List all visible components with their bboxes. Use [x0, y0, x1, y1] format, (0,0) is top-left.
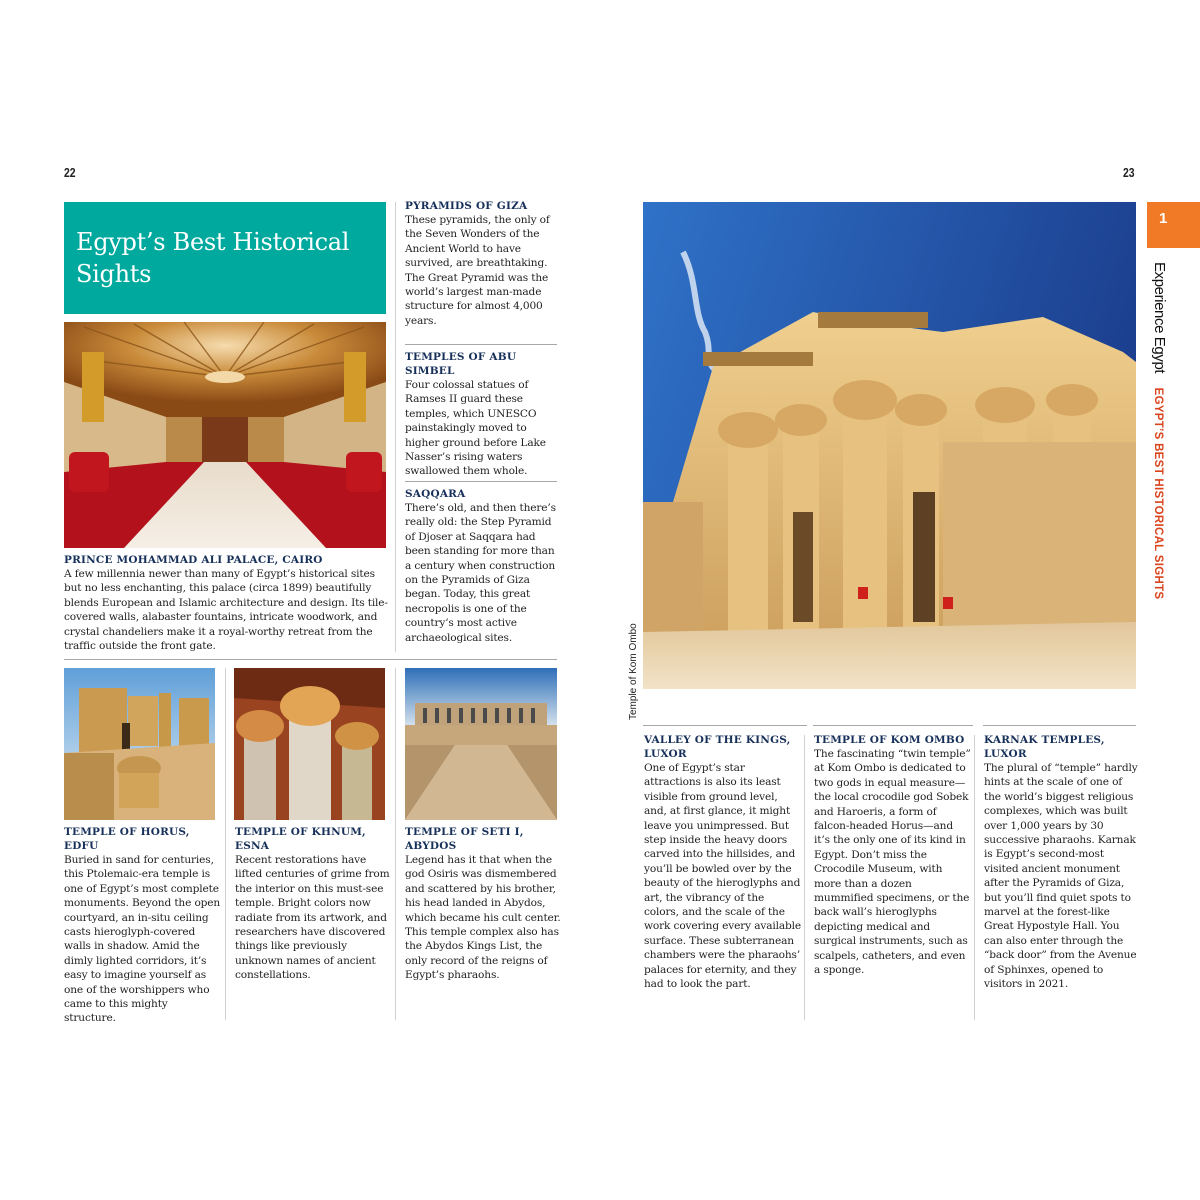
entry-heading: TEMPLES OF ABU SIMBEL — [405, 351, 517, 377]
entry-divider — [405, 481, 557, 482]
entry-body: Recent restorations have lifted centuries of grime from the interior on this must-see temple. Bright colors now radiate from its artwork, and researchers have discovered things like previously unknown names of ancient constellations. — [235, 854, 390, 982]
temple-of-khnum-photo — [234, 668, 385, 820]
entry-divider — [983, 725, 1136, 726]
right-entry — [814, 733, 972, 978]
palace-interior-photo — [64, 322, 386, 548]
bottom-entry — [64, 825, 222, 1026]
section-title: EGYPT’S BEST HISTORICAL SIGHTS — [1152, 387, 1164, 600]
entry-body: Buried in sand for centuries, this Ptolemaic-era temple is one of Egypt’s most complete monuments. Beyond the open courtyard, an in-situ ceiling casts hieroglyph-covered walls in shadow. Amid the dimly lighted corridors, it’s easy to imagine yourself as one of the worshippers who came to this mighty structure. — [64, 854, 221, 1025]
entry-heading: TEMPLE OF SETI I, ABYDOS — [405, 826, 524, 852]
entry-divider — [813, 725, 973, 726]
temple-of-seti-photo — [405, 668, 557, 820]
entry-body: One of Egypt’s star attractions is also its least visible from ground level, and, at first glance, it might leave you unimpressed. But step inside the heavy doors carved into the hillsides, and you’ll be bowled over by the beauty of the hieroglyphs and art, the vibrancy of the colors, and the scale of the work covering every available surface. These subterranean chambers were the pharaohs’ palaces for eternity, and they had to look the part. — [644, 762, 802, 991]
column-divider — [225, 668, 226, 1020]
entry-heading: SAQQARA — [405, 488, 466, 500]
bottom-entry — [405, 825, 563, 983]
section-title-box — [64, 202, 386, 314]
entry-heading: TEMPLE OF HORUS, EDFU — [64, 826, 190, 852]
column-divider — [395, 668, 396, 1020]
section-divider — [64, 659, 557, 660]
sidebar-entry — [405, 199, 563, 328]
chapter-title: Experience Egypt — [1151, 262, 1168, 374]
temple-of-horus-photo — [64, 668, 215, 820]
entry-divider — [405, 344, 557, 345]
entry-heading: VALLEY OF THE KINGS, LUXOR — [644, 734, 791, 760]
entry-heading: TEMPLE OF KOM OMBO — [814, 734, 965, 746]
sidebar-entry — [405, 350, 563, 479]
entry-heading: PYRAMIDS OF GIZA — [405, 200, 528, 212]
entry-body: These pyramids, the only of the Seven Wonders of the Ancient World to have survived, are breathtaking. The Great Pyramid was the world’s largest man-made structure for almost 4,000 years. — [405, 214, 550, 327]
entry-heading: KARNAK TEMPLES, LUXOR — [984, 734, 1105, 760]
page-number-left: 22 — [64, 165, 76, 180]
entry-body: The plural of “temple” hardly hints at the scale of one of the world’s biggest religious complexes, which was built over 1,000 years by 30 successive pharaohs. Karnak is Egypt’s second-most visited ancient monument after the Pyramids of Giza, but you’ll find quiet spots to marvel at the forest-like Great Hypostyle Hall. You can also enter through the “back door” from the Avenue of Sphinxes, opened to visitors in 2021. — [984, 762, 1138, 991]
feature-entry — [64, 553, 394, 653]
right-entry — [984, 733, 1140, 992]
entry-body: A few millennia newer than many of Egypt’s historical sites but no less enchanting, this palace (circa 1899) beautifully blends European and Islamic architecture and design. Its tile-covered walls, alabaster fountains, intricate woodwork, and crystal chandeliers make it a royal-worthy retreat from the traffic outside the front gate. — [64, 568, 388, 653]
entry-body: Four colossal statues of Ramses II guard these temples, which UNESCO painstakingly moved to higher ground before Lake Nasser’s rising waters swallowed them whole. — [405, 379, 546, 478]
kom-ombo-temple-photo — [643, 202, 1136, 689]
column-divider — [804, 735, 805, 1020]
entry-body: Legend has it that when the god Osiris was dismembered and scattered by his brother, his head landed in Abydos, which became his cult center. This temple complex also has the Abydos Kings List, the only record of the reigns of Egypt’s pharaohs. — [405, 854, 561, 982]
entry-body: There’s old, and then there’s really old: the Step Pyramid of Djoser at Saqqara had been standing for more than a century when construction on the Pyramids of Giza began. Today, this great necropolis is one of the country’s most active archaeological sites. — [405, 502, 556, 644]
column-divider — [395, 202, 396, 652]
sidebar-entry — [405, 487, 563, 645]
page-number-right: 23 — [1123, 165, 1135, 180]
bottom-entry — [235, 825, 393, 983]
page-title: Egypt’s Best Historical Sights — [76, 228, 350, 288]
entry-body: The fascinating “twin temple” at Kom Ombo is dedicated to two gods in equal measure—the local crocodile god Sobek and Haroeris, a form of falcon-headed Horus—and it’s the only one of its kind in Egypt. Don’t miss the Crocodile Museum, with more than a dozen mummified specimens, or the back wall’s hieroglyphs depicting medical and surgical instruments, such as scalpels, catheters, and even a sponge. — [814, 748, 971, 977]
column-divider — [974, 735, 975, 1020]
running-header — [1150, 262, 1168, 599]
right-entry — [644, 733, 802, 992]
entry-heading: TEMPLE OF KHNUM, ESNA — [235, 826, 366, 852]
chapter-number-tab: 1 — [1147, 202, 1200, 248]
entry-divider — [643, 725, 807, 726]
entry-heading: PRINCE MOHAMMAD ALI PALACE, CAIRO — [64, 554, 323, 566]
photo-caption: Temple of Kom Ombo — [628, 623, 639, 720]
